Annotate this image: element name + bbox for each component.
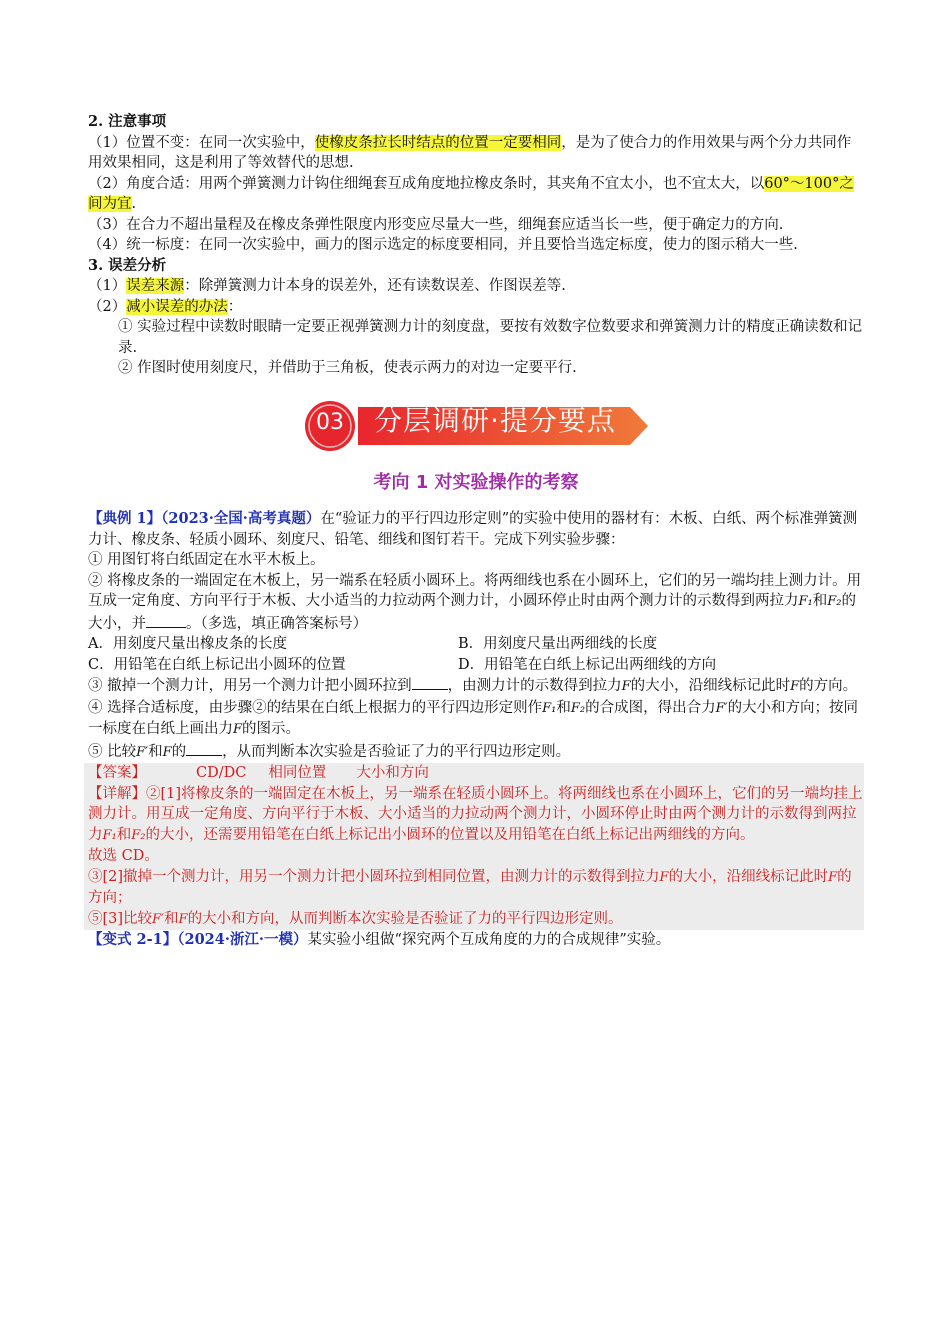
step-text: ，从而判断本次实验是否验证了力的平行四边形定则。	[222, 743, 571, 760]
note-item-4: （4）统一标度：在同一次实验中，画力的图示选定的标度要相同，并且要恰当选定标度，使力的图示稍大一些.	[88, 237, 798, 253]
note-text: （1）位置不变：在同一次实验中，	[88, 134, 315, 151]
detail-text: 的大小和方向，从而判断本次实验是否验证了力的平行四边形定则。	[187, 910, 623, 927]
topic-subtitle: 考向 1 对实验操作的考察	[373, 471, 579, 493]
step-text: 和	[148, 743, 163, 760]
symbol-f2: F₂	[131, 827, 146, 843]
error-item-2	[88, 297, 864, 318]
example-intro	[88, 509, 864, 550]
step-3	[88, 675, 864, 698]
step-text: 和	[556, 699, 571, 716]
highlight-text: 60°～100°之间为宜	[88, 175, 854, 212]
step-text: ④ 选择合适标度，由步骤②的结果在白纸上根据力的平行四边形定则作	[88, 699, 543, 716]
detail-text: 和	[116, 826, 132, 843]
symbol-f-prime: F′	[152, 911, 165, 927]
step-4	[88, 698, 864, 741]
error-text: ：除弹簧测力计本身的误差外，还有读数误差、作图误差等.	[184, 278, 566, 294]
answer-value-1: CD/DC	[196, 765, 247, 781]
options-row-1	[88, 634, 864, 655]
step-text: 的大小和方向；按同一标度在白纸上画出力	[88, 699, 859, 737]
symbol-f-prime: F′	[136, 744, 149, 760]
answer-blank-2	[412, 675, 448, 690]
answer-line	[88, 763, 864, 784]
error-subitem-1: ① 实验过程中读数时眼睛一定要正视弹簧测力计的刻度盘，要按有效数字位数要求和弹簧测力计的精度正确读数和记录.	[118, 319, 863, 356]
step-5	[88, 741, 864, 764]
answer-blank-3	[186, 741, 222, 756]
symbol-f: F	[828, 869, 838, 885]
example-text: 在“验证力的平行四边形定则”的实验中使用的器材有：木板、白纸、两个标准弹簧测力计、橡皮条、轻质小圆环、刻度尺、铅笔、细线和图钉若干。完成下列实验步骤：	[88, 511, 858, 548]
detail-text: 的大小，沿细线标记此时	[668, 868, 829, 885]
note-text: .	[131, 196, 137, 212]
step-text: 的	[171, 743, 187, 760]
step-text: 。（多选，填正确答案标号）	[186, 615, 368, 632]
error-text: ：	[227, 298, 243, 315]
step-text: 的合成图，得出合力	[585, 699, 716, 716]
example-tag: 【典例 1】	[88, 510, 162, 527]
options-row-2	[88, 655, 864, 676]
symbol-f: F	[178, 911, 188, 927]
answer-tag: 【答案】	[88, 765, 146, 781]
banner-number: 03	[316, 409, 344, 435]
variant-intro	[88, 930, 864, 951]
highlight-text: 减小误差的办法	[126, 298, 228, 315]
error-item-1	[88, 276, 864, 297]
detail-text: 的方向；	[88, 868, 852, 906]
detail-text: 和	[164, 910, 179, 927]
step-text: 和	[812, 593, 828, 609]
detail-text: 的大小，还需要用铅笔在白纸上标记出小圆环的位置以及用铅笔在白纸上标记出两细线的方向。	[145, 826, 755, 843]
banner-title: 分层调研·提分要点	[374, 403, 616, 437]
option-a: A．用刻度尺量出橡皮条的长度	[88, 636, 287, 652]
note-text: （2）角度合适：用两个弹簧测力计钩住细绳套互成角度地拉橡皮条时，其夹角不宜太小，也不宜太大，以	[88, 175, 765, 192]
symbol-f-prime: F′	[715, 700, 728, 716]
detail-text: ③[2]撤掉一个测力计，用另一个测力计把小圆环拉到相同位置，由测力计的示数得到拉力	[88, 868, 660, 885]
option-c: C．用铅笔在白纸上标记出小圆环的位置	[88, 656, 346, 673]
note-item-2	[88, 174, 864, 215]
symbol-f: F	[621, 679, 631, 694]
step-2	[88, 571, 864, 635]
answer-value-3: 大小和方向	[356, 765, 429, 781]
note-item-3: （3）在合力不超出量程及在橡皮条弹性限度内形变应尽量大一些，细绳套应适当长一些，便于确定力的方向.	[88, 216, 784, 233]
example-source: （2023·全国·高考真题）	[161, 510, 321, 527]
error-subitem-2: ② 作图时使用刻度尺，并借助于三角板，使表示两力的对边一定要平行.	[118, 360, 577, 376]
detail-para-2: 故选 CD。	[88, 848, 159, 864]
step-text: 的图示。	[242, 721, 301, 737]
detail-para-1	[88, 784, 864, 847]
symbol-f2: F₂	[827, 594, 842, 609]
detail-para-3	[88, 867, 864, 909]
section-banner	[88, 401, 864, 467]
symbol-f: F	[162, 744, 172, 760]
step-text: ，由测力计的示数得到拉力	[447, 678, 622, 694]
error-text: （1）	[88, 278, 127, 294]
step-text: 的方向。	[799, 678, 858, 694]
option-b: B．用刻度尺量出两细线的长度	[458, 636, 658, 652]
note-text: ，是为了使合力的作用效果与两个分力共同作用效果相同，这是利用了等效替代的思想.	[88, 134, 852, 171]
detail-tag: 【详解】	[88, 785, 146, 802]
step-text: 的大小，并	[88, 593, 856, 632]
step-1: ① 用图钉将白纸固定在水平木板上。	[88, 552, 325, 568]
step-text: ⑤ 比较	[88, 743, 137, 760]
symbol-f2: F₂	[570, 700, 586, 716]
answer-box	[84, 763, 864, 930]
error-text: （2）	[88, 298, 127, 315]
variant-source: （2024·浙江·一模）	[177, 931, 308, 948]
symbol-f: F	[659, 869, 669, 885]
step-text: ② 将橡皮条的一端固定在木板上，另一端系在轻质小圆环上。将两细线也系在小圆环上，它们的另一端均挂上测力计。用互成一定角度、方向平行于木板、大小适当的力拉动两个测力计，小圆环停止时由两个测力计的示数得到两拉力	[88, 572, 862, 609]
answer-blank-1	[146, 613, 186, 628]
option-d: D．用铅笔在白纸上标记出两细线的方向	[458, 656, 717, 673]
symbol-f: F	[233, 722, 243, 737]
symbol-f1: F₁	[798, 594, 813, 609]
symbol-f1: F₁	[542, 700, 557, 716]
variant-text: 某实验小组做“探究两个互成角度的力的合成规律”实验。	[307, 932, 671, 948]
step-text: ③ 撤掉一个测力计，用另一个测力计把小圆环拉到	[88, 678, 412, 694]
highlight-text: 使橡皮条拉长时结点的位置一定要相同	[314, 134, 562, 151]
variant-tag: 【变式 2-1】	[88, 931, 178, 948]
detail-para-4	[88, 909, 864, 931]
section-heading-error: 3. 误差分析	[88, 256, 167, 274]
note-item-1	[88, 133, 864, 174]
document-page	[88, 112, 864, 951]
detail-text: ②[1]将橡皮条的一端固定在木板上，另一端系在轻质小圆环上。将两细线也系在小圆环上，它们的另一端均挂上测力计。用互成一定角度、方向平行于木板、大小适当的力拉动两个测力计，小圆环停止时由两个测力计的示数得到两拉力	[88, 785, 863, 843]
step-text: 的大小，沿细线标记此时	[630, 678, 791, 694]
answer-value-2: 相同位置	[268, 765, 327, 781]
detail-text: ⑤[3]比较	[88, 910, 153, 927]
symbol-f1: F₁	[102, 827, 117, 843]
section-heading-notes: 2. 注意事项	[88, 113, 167, 130]
highlight-text: 误差来源	[126, 278, 185, 294]
symbol-f: F	[790, 679, 800, 694]
